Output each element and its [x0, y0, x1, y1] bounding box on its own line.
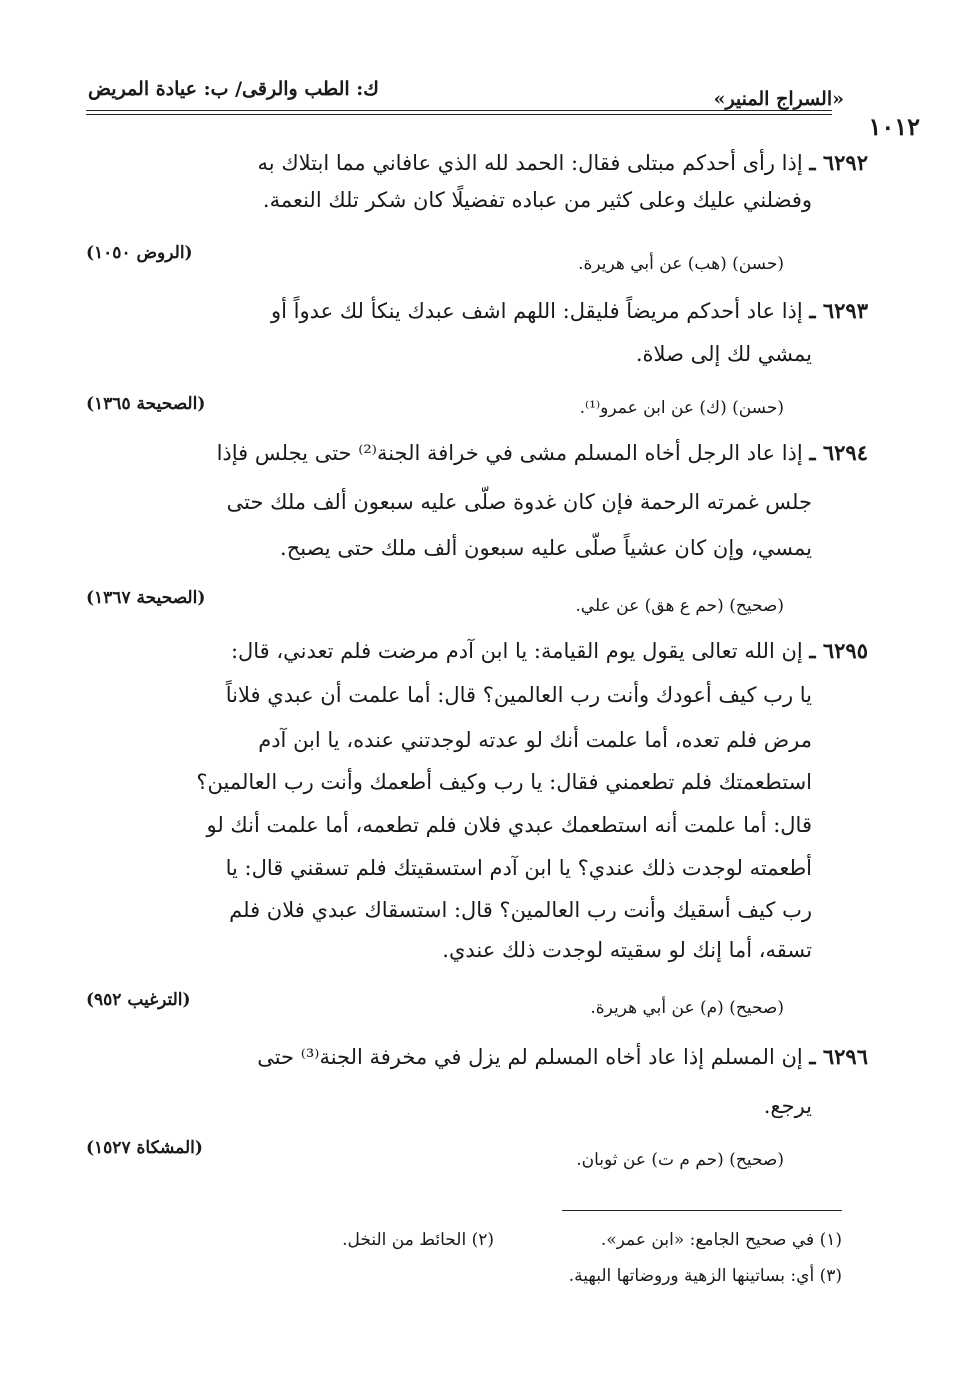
hadith-line: استطعمتك فلم تطعمني فقال: يا رب وكيف أطعمك وأنت رب العالمين؟ — [196, 770, 812, 794]
hadith-text: إذا رأى أحدكم مبتلى فقال: الحمد لله الذي عافاني مما ابتلاك به — [257, 151, 803, 175]
hadith-line: يرجع. — [763, 1094, 812, 1118]
footnote-rule — [562, 1210, 842, 1211]
page-number: ١٠١٢ — [868, 112, 920, 141]
hadith-line: وفضلني عليك وعلى كثير من عباده تفضيلًا كان شكر تلك النعمة. — [262, 188, 812, 212]
hadith-grading: (حسن) (هب) عن أبي هريرة. — [578, 254, 784, 274]
hadith-grading: (حسن) (ك) عن ابن عمرو⁽¹⁾. — [579, 398, 784, 418]
chapter-title: ك: الطب والرقى/ ب: عيادة المريض — [88, 78, 379, 100]
hadith-reference: (المشكاة ١٥٢٧) — [86, 1138, 203, 1158]
hadith-line: رب كيف أسقيك وأنت رب العالمين؟ قال: استسقاك عبدي فلان فلم — [229, 898, 812, 922]
hadith-grading: (صحيح) (حم ع هق) عن علي. — [575, 596, 784, 616]
hadith-line: تسقه، أما إنك لو سقيته لوجدت ذلك عندي. — [442, 938, 812, 962]
hadith-line: يمشي لك إلى صلاة. — [635, 342, 812, 366]
hadith-text: إذا عاد أحدكم مريضاً فليقل: اللهم اشف عبدك ينكأ لك عدواً أو — [270, 299, 803, 323]
header-rule-bottom — [86, 114, 832, 115]
hadith-reference: (الصحيحة ١٣٦٥) — [86, 394, 206, 414]
hadith-grading: (صحيح) (حم م ت) عن ثوبان. — [576, 1150, 784, 1170]
hadith-first-line — [231, 638, 868, 663]
hadith-reference: (الروض ١٠٥٠) — [86, 243, 193, 263]
book-title: «السراج المنير» — [713, 88, 844, 110]
hadith-line: يمسي، وإن كان عشياً صلّى عليه سبعون ألف ملك حتى يصبح. — [280, 536, 812, 560]
hadith-text: إن الله تعالى يقول يوم القيامة: يا ابن آدم مرضت فلم تعدني، قال: — [230, 639, 803, 663]
hadith-number: ٦٢٩٣ ـ — [809, 298, 868, 323]
hadith-number: ٦٢٩٤ ـ — [809, 440, 868, 465]
hadith-first-line — [271, 298, 868, 323]
hadith-line: يا رب كيف أعودك وأنت رب العالمين؟ قال: أما علمت أن عبدي فلاناً — [225, 683, 812, 707]
hadith-number: ٦٢٩٥ ـ — [809, 638, 868, 663]
footnote-3: (٣) أي: بساتينها الزهية وروضاتها البهية. — [568, 1266, 842, 1286]
hadith-text: إن المسلم إذا عاد أخاه المسلم لم يزل في مخرفة الجنة⁽³⁾ حتى — [257, 1045, 803, 1069]
footnote-2: (٢) الحائط من النخل. — [342, 1230, 494, 1250]
hadith-reference: (الترغيب ٩٥٢) — [86, 990, 191, 1010]
hadith-line: قال: أما علمت أنه استطعمك عبدي فلان فلم تطعمه، أما علمت أنك لو — [206, 813, 812, 837]
hadith-text: إذا عاد الرجل أخاه المسلم مشى في خرافة الجنة⁽²⁾ حتى يجلس فإذا — [216, 441, 803, 465]
hadith-line: أطعمته لوجدت ذلك عندي؟ يا ابن آدم استسقيتك فلم تسقني قال: يا — [225, 856, 812, 880]
hadith-number: ٦٢٩٢ ـ — [809, 150, 868, 175]
hadith-line: مرض فلم تعده، أما علمت أنك لو عدته لوجدتني عنده، يا ابن آدم — [258, 728, 812, 752]
footnote-1: (١) في صحيح الجامع: «ابن عمر». — [600, 1230, 842, 1250]
hadith-reference: (الصحيحة ١٣٦٧) — [86, 588, 206, 608]
hadith-first-line — [217, 440, 868, 465]
hadith-number: ٦٢٩٦ ـ — [809, 1044, 868, 1069]
header-rule-top — [86, 110, 832, 111]
hadith-first-line — [257, 1044, 868, 1069]
hadith-grading: (صحيح) (م) عن أبي هريرة. — [590, 998, 784, 1018]
hadith-line: جلس غمرته الرحمة فإن كان غدوة صلّى عليه سبعون ألف ملك حتى — [226, 490, 812, 514]
hadith-first-line — [258, 150, 868, 175]
